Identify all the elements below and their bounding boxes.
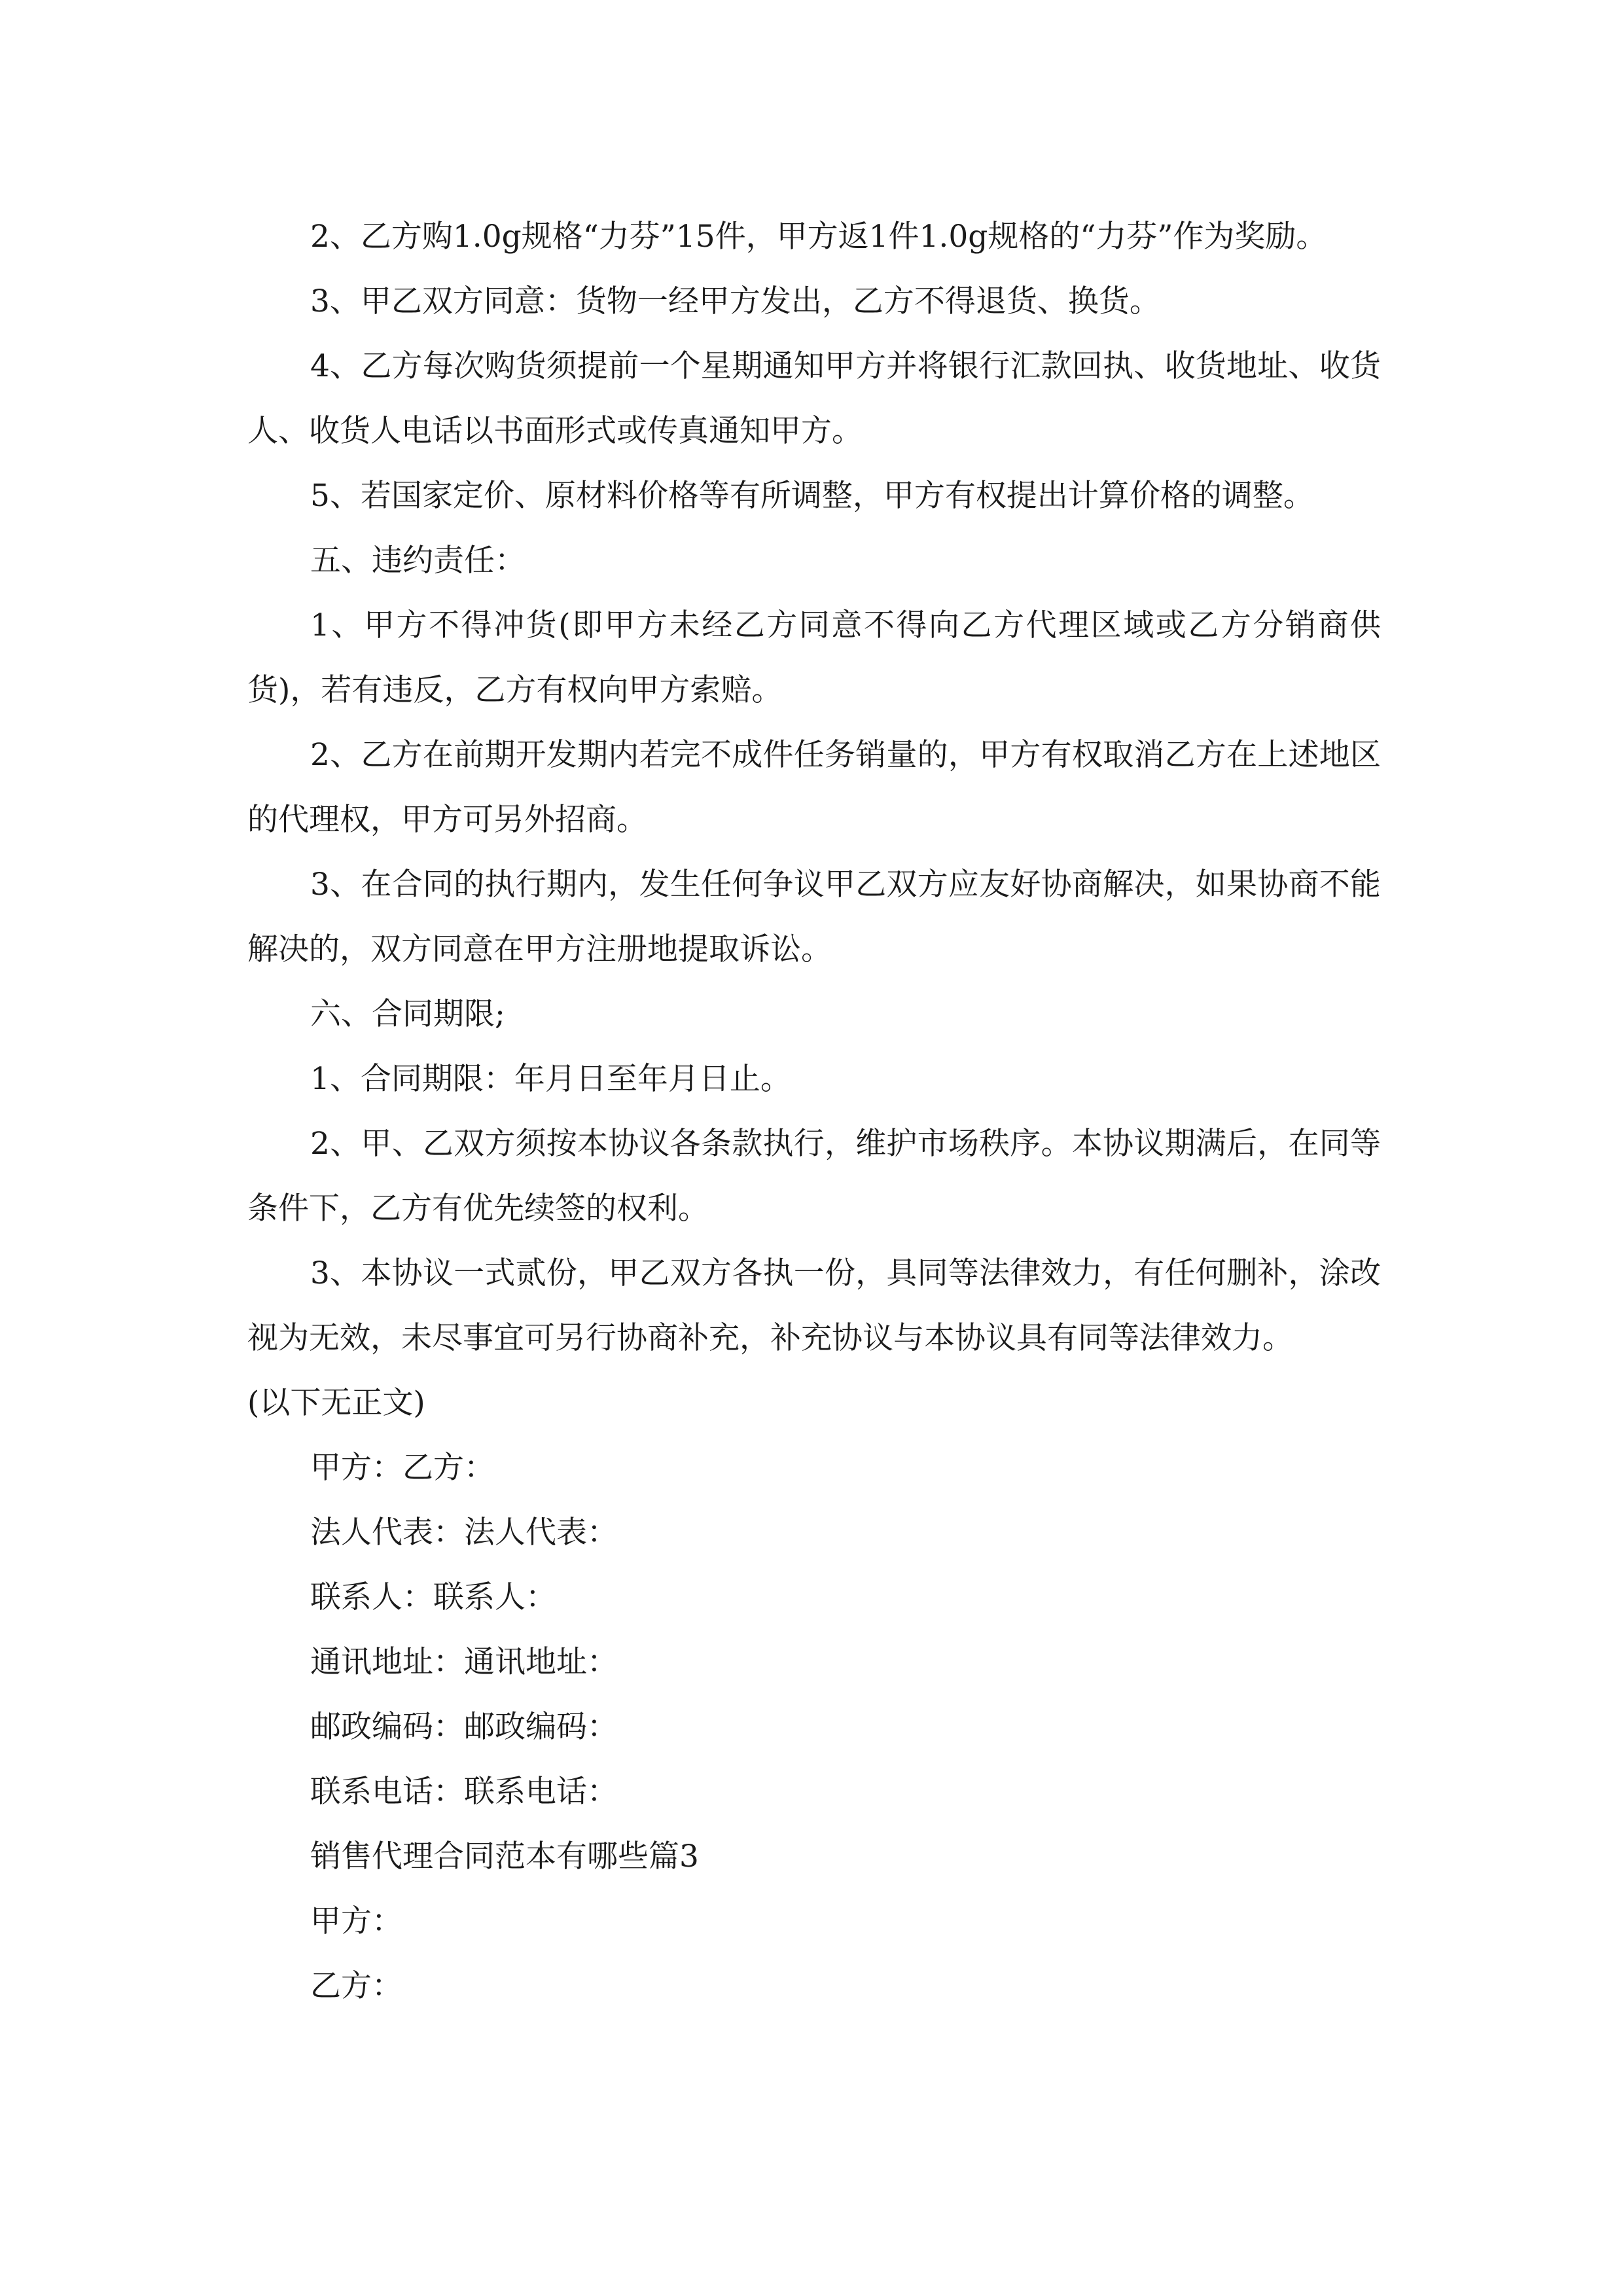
clause-6-1: 1、合同期限：年月日至年月日止。 [310, 1061, 791, 1097]
clause-4-2: 2、乙方购1.0g规格“力芬”15件，甲方返1件1.0g规格的“力芬”作为奖励。 [310, 219, 1327, 255]
next-contract-title: 销售代理合同范本有哪些篇3 [310, 1839, 699, 1874]
next-party-b: 乙方： [310, 1968, 402, 2004]
clause-5-1: 1、甲方不得冲货(即甲方未经乙方同意不得向乙方代理区域或乙方分销商供货)，若有违反，乙方有权向甲方索赔。 [247, 607, 1381, 708]
document-body [247, 204, 1381, 2018]
signature-contact-line: 联系人：联系人： [310, 1579, 556, 1615]
signature-legal-rep-line: 法人代表：法人代表： [310, 1515, 618, 1551]
section-6-heading: 六、合同期限; [310, 996, 505, 1032]
clause-6-3: 3、本协议一式贰份，甲乙双方各执一份，具同等法律效力，有任何删补，涂改视为无效，未尽事宜可另行协商补充，补充协议与本协议具有同等法律效力。 [247, 1255, 1381, 1356]
clause-5-2: 2、乙方在前期开发期内若完不成件任务销量的，甲方有权取消乙方在上述地区的代理权，甲方可另外招商。 [247, 737, 1381, 838]
clause-4-5: 5、若国家定价、原材料价格等有所调整，甲方有权提出计算价格的调整。 [310, 478, 1314, 514]
signature-postcode-line: 邮政编码：邮政编码： [310, 1709, 618, 1745]
clause-4-3: 3、甲乙双方同意：货物一经甲方发出，乙方不得退货、换货。 [310, 283, 1160, 319]
end-note: (以下无正文) [247, 1385, 425, 1421]
signature-party-line: 甲方：乙方： [310, 1450, 495, 1486]
clause-6-2: 2、甲、乙双方须按本协议各条款执行，维护市场秩序。本协议期满后，在同等条件下，乙方有优先续签的权利。 [247, 1126, 1381, 1227]
next-party-a: 甲方： [310, 1903, 402, 1939]
signature-address-line: 通讯地址：通讯地址： [310, 1644, 618, 1680]
clause-5-3: 3、在合同的执行期内，发生任何争议甲乙双方应友好协商解决，如果协商不能解决的，双方同意在甲方注册地提取诉讼。 [247, 867, 1381, 967]
signature-phone-line: 联系电话：联系电话： [310, 1774, 618, 1810]
clause-4-4: 4、乙方每次购货须提前一个星期通知甲方并将银行汇款回执、收货地址、收货人、收货人电话以书面形式或传真通知甲方。 [247, 348, 1381, 449]
section-5-heading: 五、违约责任： [310, 543, 526, 579]
